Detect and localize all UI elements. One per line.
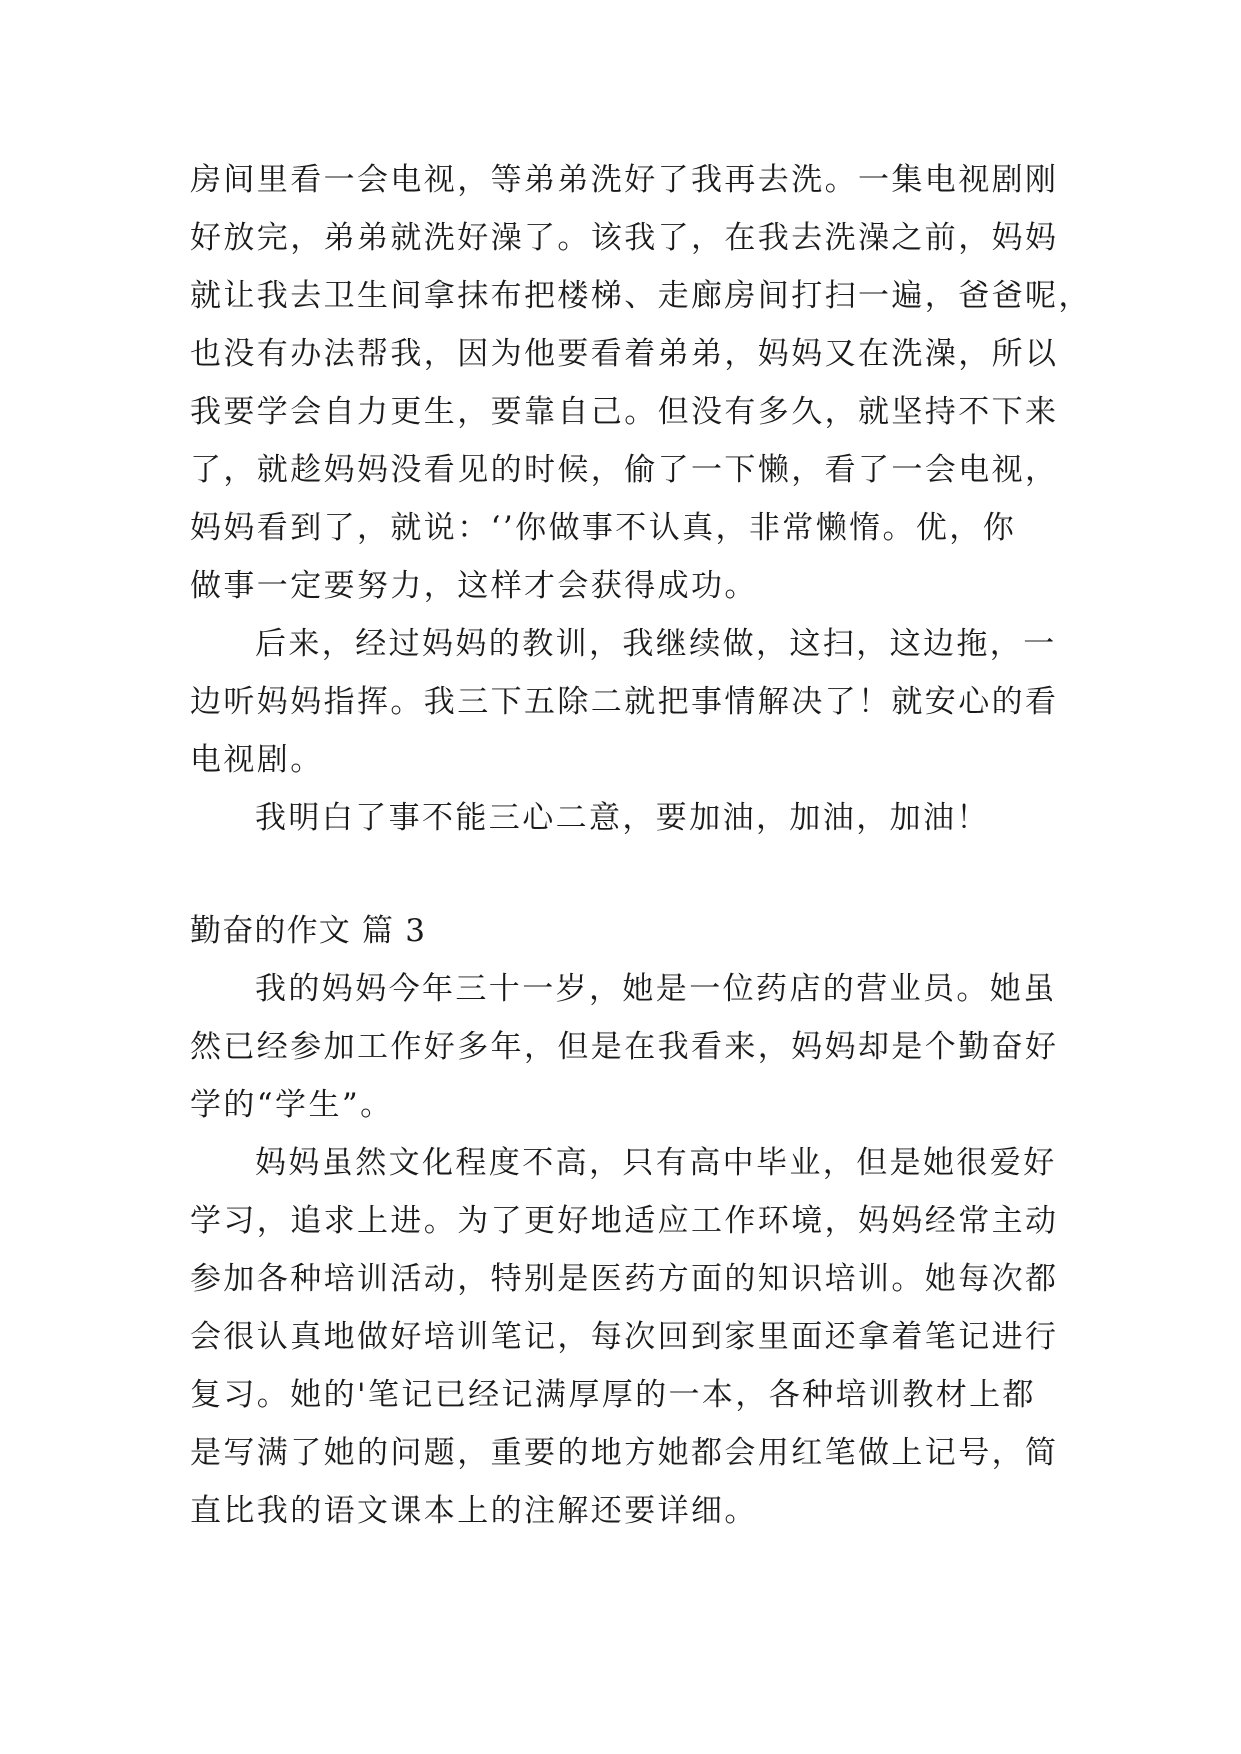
text-line: 边听妈妈指挥。我三下五除二就把事情解决了！就安心的看 xyxy=(190,684,1059,720)
text-line: 做事一定要努力，这样才会获得成功。 xyxy=(190,568,758,604)
text-line: 房间里看一会电视，等弟弟洗好了我再去洗。一集电视剧刚 xyxy=(190,162,1059,198)
text-line: 也没有办法帮我，因为他要看着弟弟，妈妈又在洗澡，所以 xyxy=(190,336,1059,372)
text-line: 好放完，弟弟就洗好澡了。该我了，在我去洗澡之前，妈妈 xyxy=(190,220,1059,256)
text-line: 是写满了她的问题，重要的地方她都会用红笔做上记号，简 xyxy=(190,1435,1059,1471)
text-line: 学的“学生”。 xyxy=(190,1087,394,1123)
paragraph-first-line: 我的妈妈今年三十一岁，她是一位药店的营业员。她虽 xyxy=(255,971,1057,1007)
text-line: 电视剧。 xyxy=(190,742,324,778)
paragraph-first-line: 妈妈虽然文化程度不高，只有高中毕业，但是她很爱好 xyxy=(255,1145,1057,1181)
text-line: 了，就趁妈妈没看见的时候，偷了一下懒，看了一会电视， xyxy=(190,452,1059,488)
text-line: 复习。她的'笔记已经记满厚厚的一本，各种培训教材上都 xyxy=(190,1377,1036,1413)
paragraph-first-line: 我明白了事不能三心二意，要加油，加油，加油！ xyxy=(255,800,990,836)
text-line: 然已经参加工作好多年，但是在我看来，妈妈却是个勤奋好 xyxy=(190,1029,1059,1065)
text-line: 我要学会自力更生，要靠自己。但没有多久，就坚持不下来 xyxy=(190,394,1059,430)
text-line: 妈妈看到了，就说：‘’你做事不认真，非常懒惰。优，你 xyxy=(190,510,1017,546)
text-line: 会很认真地做好培训笔记，每次回到家里面还拿着笔记进行 xyxy=(190,1319,1059,1355)
text-line: 就让我去卫生间拿抹布把楼梯、走廊房间打扫一遍，爸爸呢， xyxy=(190,278,1092,314)
section-heading: 勤奋的作文 篇 3 xyxy=(190,913,427,949)
text-line: 直比我的语文课本上的注解还要详细。 xyxy=(190,1493,758,1529)
text-line: 学习，追求上进。为了更好地适应工作环境，妈妈经常主动 xyxy=(190,1203,1059,1239)
paragraph-first-line: 后来，经过妈妈的教训，我继续做，这扫，这边拖，一 xyxy=(255,626,1057,662)
text-line: 参加各种培训活动，特别是医药方面的知识培训。她每次都 xyxy=(190,1261,1059,1297)
